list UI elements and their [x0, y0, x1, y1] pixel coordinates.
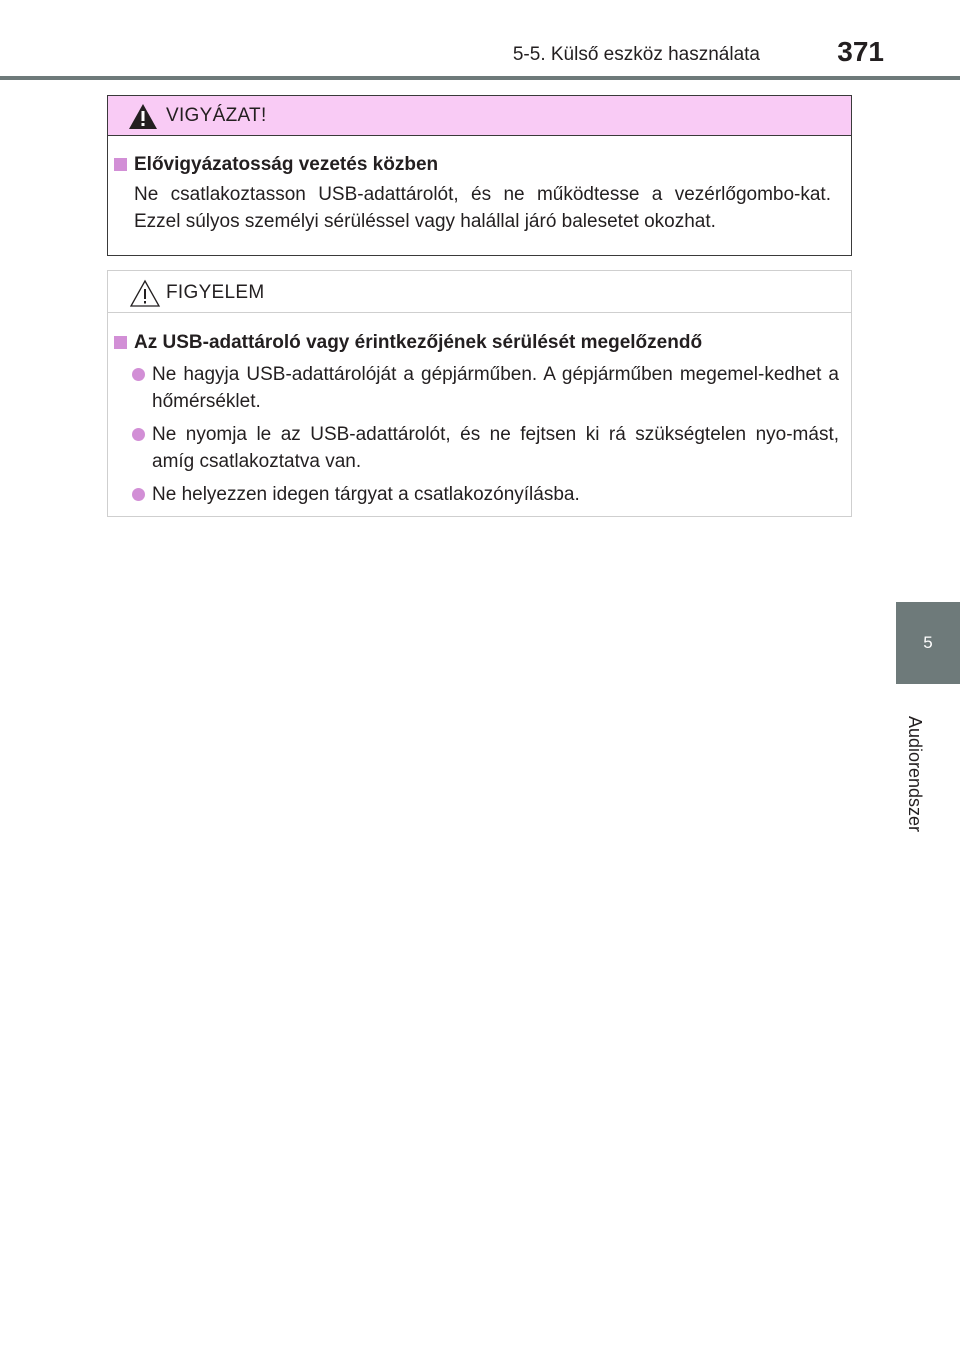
chapter-number: 5 [923, 633, 933, 652]
warning-label: VIGYÁZAT! [166, 105, 267, 126]
square-bullet-icon [114, 158, 127, 171]
warning-body: Ne csatlakoztasson USB-adattárolót, és ne működtesse a vezérlőgombo-kat. Ezzel súlyos személyi sérüléssel vagy halállal járó balesetet okozhat. [134, 184, 831, 232]
warning-triangle-outline-icon [129, 279, 161, 308]
warning-subheading [108, 153, 851, 177]
list-item [152, 421, 839, 475]
warning-box-header [108, 96, 851, 136]
list-item-text: Ne nyomja le az USB-adattárolót, és ne fejtsen ki rá szükségtelen nyo-mást, amíg csatlakoztatva van. [152, 424, 839, 472]
list-item [152, 361, 839, 415]
notice-label: FIGYELEM [166, 282, 265, 303]
section-title: 5-5. Külső eszköz használata [512, 44, 760, 65]
chapter-label: Audiorendszer [905, 715, 925, 833]
page-number: 371 [837, 36, 884, 67]
list-item [152, 481, 839, 508]
chapter-tab [896, 602, 960, 684]
notice-subheading [108, 331, 851, 355]
notice-box [107, 270, 852, 517]
round-bullet-icon [132, 488, 145, 501]
notice-box-header [108, 271, 851, 313]
list-item-text: Ne helyezzen idegen tárgyat a csatlakozónyílásba. [152, 484, 580, 505]
notice-subheading-text: Az USB-adattároló vagy érintkezőjének sérülését megelőzendő [134, 332, 703, 353]
list-item-text: Ne hagyja USB-adattárolóját a gépjárműben. A gépjárműben megemel-kedhet a hőmérséklet. [152, 364, 839, 412]
notice-bullet-list [108, 361, 851, 508]
warning-triangle-filled-icon [128, 103, 158, 130]
warning-box [107, 95, 852, 256]
round-bullet-icon [132, 368, 145, 381]
header-rule [0, 76, 960, 80]
warning-subheading-text: Elővigyázatosság vezetés közben [134, 154, 439, 175]
round-bullet-icon [132, 428, 145, 441]
square-bullet-icon [114, 336, 127, 349]
